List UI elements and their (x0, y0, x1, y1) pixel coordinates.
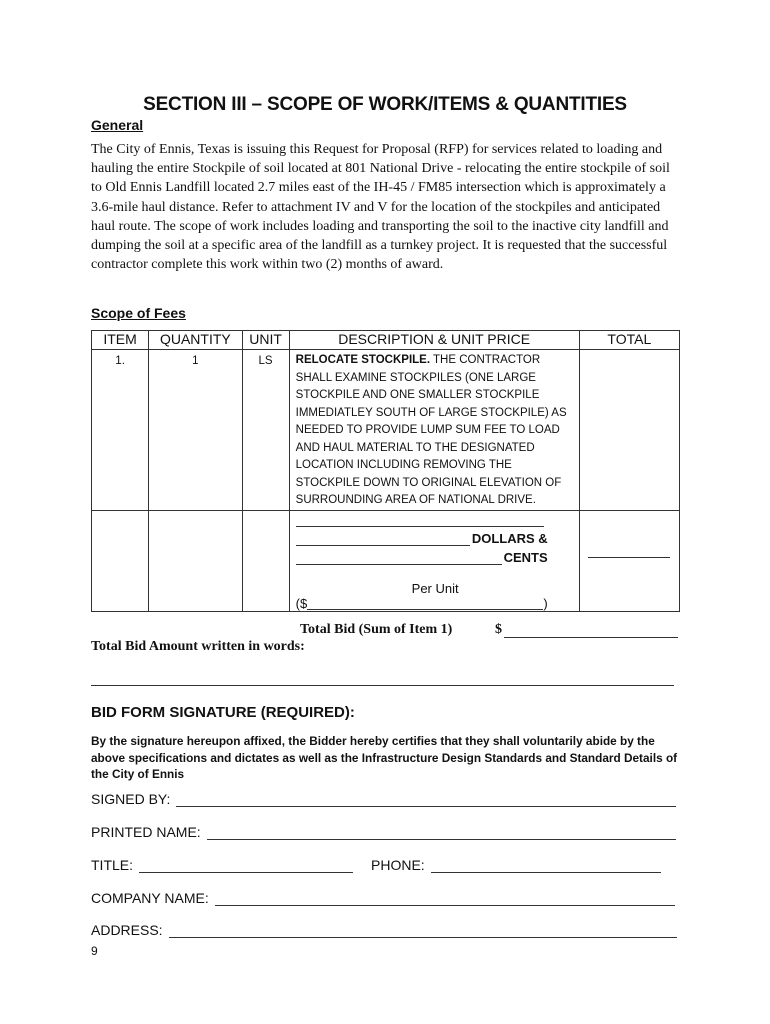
title-label: TITLE: (91, 857, 134, 873)
total-bid-field[interactable] (495, 622, 678, 638)
price-row-quantity-cell (149, 510, 242, 611)
table-header-row (92, 331, 680, 350)
price-entry-cell (289, 510, 579, 611)
table-row (92, 350, 680, 511)
quantity-cell: 1 (149, 350, 242, 511)
description-lead: RELOCATE STOCKPILE. (295, 354, 431, 366)
total-bid-blank[interactable] (504, 622, 678, 638)
title-field[interactable] (91, 857, 353, 873)
company-name-field[interactable] (91, 890, 675, 906)
printed-name-blank[interactable] (207, 825, 676, 840)
intro-paragraph: The City of Ennis, Texas is issuing this Request for Proposal (RFP) for services related to loading and hauling the entire Stockpile of soil located at 801 National Drive - relocating the entire stockpile of soil to Old Ennis Landfill located 2.7 miles east of the IH-45 / FM85 intersection which is approximately a 3.6-mile haul distance. Refer to attachment IV and V for the location of the stockpiles and anticipated haul route. The scope of work includes loading and transporting the soil to the inactive city landfill and dumping the soil at a specific area of the landfill as a turnkey project. It is requested that the successful contractor complete this work within two (2) months of award. (91, 142, 670, 273)
dollars-label: DOLLARS & (471, 530, 548, 546)
cents-blank[interactable] (296, 550, 502, 565)
total-bid-label: Total Bid (Sum of Item 1) (300, 622, 453, 637)
per-unit-label: Per Unit (411, 580, 459, 596)
price-row-unit-cell (242, 510, 289, 611)
total-words-label: Total Bid Amount written in words: (91, 639, 305, 654)
header-description: DESCRIPTION & UNIT PRICE (289, 331, 579, 350)
section-title: SECTION III – SCOPE OF WORK/ITEMS & QUANTITIES (143, 94, 627, 115)
address-blank[interactable] (169, 923, 677, 938)
signature-certification-text: By the signature hereupon affixed, the Bidder hereby certifies that they shall voluntarily abide by the above specifications and dictates as well as the Infrastructure Design Standards and Standard Details of the City of Ennis (91, 734, 678, 781)
phone-field[interactable] (371, 857, 661, 873)
header-item: ITEM (92, 331, 149, 350)
item-number-cell: 1. (92, 350, 149, 511)
price-row-total-cell (579, 510, 679, 611)
company-name-label: COMPANY NAME: (91, 890, 209, 906)
phone-label: PHONE: (371, 857, 425, 873)
unit-price-line[interactable] (296, 596, 548, 611)
cents-label: CENTS (503, 549, 548, 565)
header-total: TOTAL (579, 331, 679, 350)
total-words-blank[interactable] (91, 685, 674, 686)
title-blank[interactable] (139, 858, 353, 873)
description-text: THE CONTRACTOR SHALL EXAMINE STOCKPILES (ONE LARGE STOCKPILE AND ONE SMALLER STOCKPILE IMMEDIATLEY SOUTH OF LARGE STOCKPILE) AS NEEDED TO PROVIDE LUMP SUM FEE TO LOAD AND HAUL MATERIAL TO THE DESIGNATED LOCATION INCLUDING REMOVING THE STOCKPILE DOWN TO ORIGINAL ELEVATION OF SURROUNDING AREA OF NATIONAL DRIVE. (295, 354, 567, 506)
total-bid-currency: $ (495, 622, 502, 637)
phone-blank[interactable] (431, 858, 661, 873)
signed-by-field[interactable] (91, 791, 676, 807)
general-heading: General (91, 117, 144, 133)
total-cell (579, 350, 679, 511)
price-close: ) (543, 595, 548, 611)
page-number: 9 (91, 944, 98, 958)
unit-cell: LS (242, 350, 289, 511)
price-row-item-cell (92, 510, 149, 611)
printed-name-label: PRINTED NAME: (91, 824, 201, 840)
header-unit: UNIT (242, 331, 289, 350)
unit-price-blank[interactable] (307, 596, 543, 610)
address-field[interactable] (91, 922, 677, 938)
printed-name-field[interactable] (91, 824, 676, 840)
signed-by-blank[interactable] (176, 792, 676, 807)
fees-table (91, 330, 680, 612)
company-name-blank[interactable] (215, 891, 675, 906)
price-row (92, 510, 680, 611)
total-blank-line[interactable] (588, 557, 670, 558)
dollars-line[interactable] (296, 531, 548, 546)
price-words-blank[interactable] (296, 525, 544, 527)
cents-line[interactable] (296, 550, 548, 565)
price-open: ($ (295, 595, 308, 611)
signature-heading: BID FORM SIGNATURE (REQUIRED): (91, 704, 355, 721)
signed-by-label: SIGNED BY: (91, 791, 171, 807)
dollars-blank[interactable] (296, 531, 470, 546)
header-quantity: QUANTITY (149, 331, 242, 350)
scope-of-fees-heading: Scope of Fees (91, 305, 186, 321)
description-cell (289, 350, 579, 511)
address-label: ADDRESS: (91, 922, 163, 938)
